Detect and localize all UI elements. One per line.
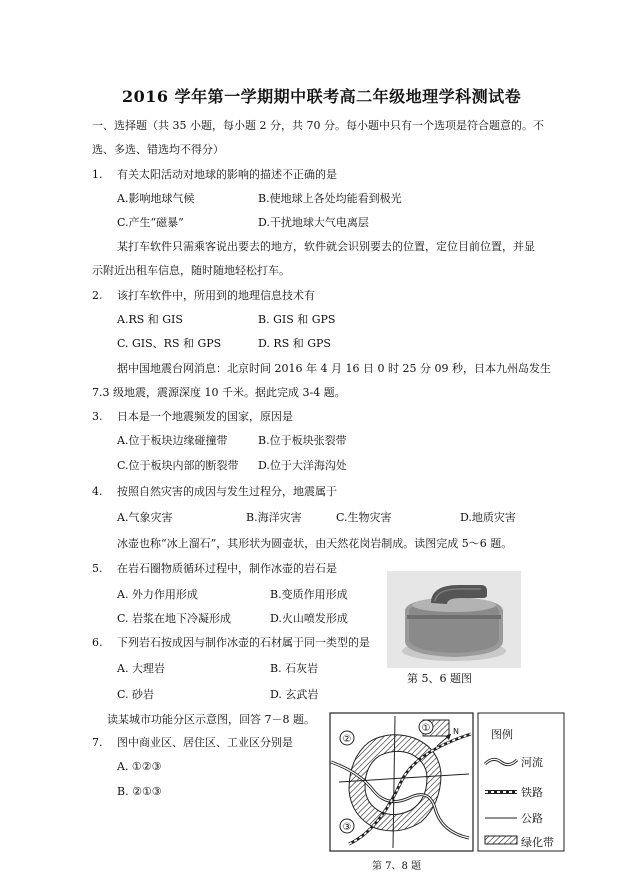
q4-option-d: D.地质灾害 [460,511,516,524]
passage-earthquake-line1: 据中国地震台网消息：北京时间 2016 年 4 月 16 日 0 时 25 分 09 秒，日本九州岛发生 [117,362,551,375]
q1-option-a: A.影响地球气候 [117,192,195,205]
legend-railway: 铁路 [521,786,543,799]
q3-option-a: A.位于板块边缘碰撞带 [117,434,228,447]
q7-option-b: B. ②①③ [117,785,162,798]
q4-option-c: C.生物灾害 [336,511,392,524]
q4-option-a: A.气象灾害 [117,511,173,524]
figure-5-6-caption: 第 5、6 题图 [407,672,472,685]
city-function-zone-map [329,712,474,852]
greenbelt-icon [485,836,517,844]
question-5-stem: 5. 在岩石圈物质循环过程中，制作冰壶的岩石是 [92,562,337,575]
passage-earthquake-line2: 7.3 级地震，震源深度 10 千米。据此完成 3-4 题。 [92,386,346,399]
curling-stone-photo [387,571,521,668]
q3-option-d: D.位于大洋海沟处 [258,459,347,472]
q3-option-c: C.位于板块内部的断裂带 [117,459,239,472]
q2-option-b: B. GIS 和 GPS [258,313,336,326]
q1-option-b: B.使地球上各处均能看到极光 [258,192,402,205]
q3-option-b: B.位于板块张裂带 [258,434,347,447]
q6-option-d: D. 玄武岩 [270,688,319,701]
q6-option-c: C. 砂岩 [117,688,155,701]
question-3-stem: 3. 日本是一个地震频发的国家，原因是 [92,410,293,423]
legend-title: 图例 [491,728,513,741]
zone-marker-1: ① [421,723,431,734]
legend-road: 公路 [521,812,543,825]
map-legend [477,712,565,852]
q6-option-a: A. 大理岩 [117,662,165,675]
zone-marker-2: ② [342,734,352,745]
q4-option-b: B.海洋灾害 [246,511,302,524]
page-title: 2016 学年第一学期期中联考高二年级地理学科测试卷 [122,87,522,106]
q5-option-c: C. 岩浆在地下冷凝形成 [117,612,232,625]
passage-curling: 冰壶也称“冰上溜石”，其形状为圆壶状，由天然花岗岩制成。读图完成 5～6 题。 [117,537,513,550]
passage-taxi-line1: 某打车软件只需乘客说出要去的地方，软件就会识别要去的位置，定位目前位置，并显 [117,240,535,253]
q2-option-d: D. RS 和 GPS [258,337,331,350]
passage-city-zones: 读某城市功能分区示意图，回答 7－8 题。 [107,713,315,726]
q1-option-d: D.干扰地球大气电离层 [258,216,369,229]
question-4-stem: 4. 按照自然灾害的成因与发生过程分，地震属于 [92,485,337,498]
figure-7-8-caption: 第 7、8 题 [372,861,422,872]
q7-option-a: A. ①②③ [117,760,162,773]
north-label: N [453,727,459,736]
q6-option-b: B. 石灰岩 [270,662,319,675]
section-instructions-line1: 一、选择题（共 35 小题，每小题 2 分，共 70 分。每小题中只有一个选项是符合题意的。不 [92,119,544,132]
legend-river: 河流 [521,756,543,769]
section-instructions-line2: 选、多选、错选均不得分） [92,143,224,156]
question-6-stem: 6. 下列岩石按成因与制作冰壶的石材属于同一类型的是 [92,636,370,649]
q5-option-d: D.火山喷发形成 [270,612,348,625]
q2-option-a: A.RS 和 GIS [117,313,183,326]
legend-greenbelt: 绿化带 [521,836,554,849]
question-2-stem: 2. 该打车软件中，所用到的地理信息技术有 [92,289,315,302]
question-1-stem: 1. 有关太阳活动对地球的影响的描述不正确的是 [92,168,337,181]
q5-option-b: B.变质作用形成 [270,588,348,601]
zone-marker-3: ③ [342,822,352,833]
passage-taxi-line2: 示附近出租车信息，随时随地轻松打车。 [92,264,290,277]
q2-option-c: C. GIS、RS 和 GPS [117,337,222,350]
question-7-stem: 7. 图中商业区、居住区、工业区分别是 [92,736,293,749]
q1-option-c: C.产生“磁暴” [117,216,184,229]
q5-option-a: A. 外力作用形成 [117,588,198,601]
